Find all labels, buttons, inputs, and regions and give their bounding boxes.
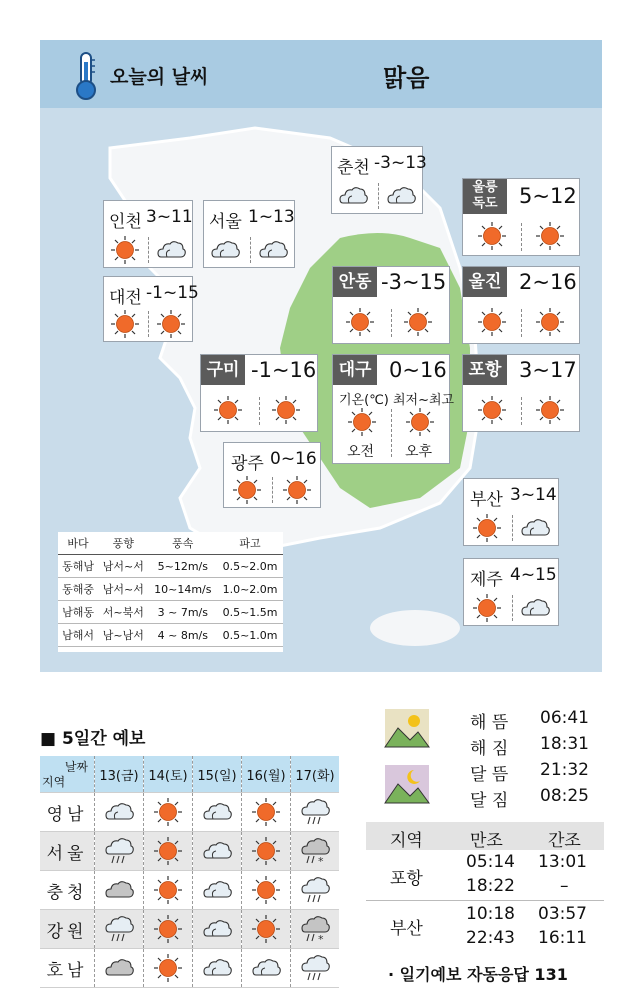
- column-header: 만조: [470, 831, 503, 851]
- city-temp: 4~15: [510, 565, 557, 585]
- cloudy-icon: [156, 235, 186, 265]
- cloudy-icon: [251, 953, 281, 983]
- rain-icon: [300, 797, 330, 827]
- sun-icon: [153, 914, 183, 944]
- cloudy-icon: [104, 797, 134, 827]
- city-name: 제주: [470, 570, 503, 590]
- cloudy-icon: [202, 953, 232, 983]
- forecast-row: [40, 832, 339, 871]
- city-temp: 0~16: [270, 449, 317, 469]
- city-temp: -3~13: [374, 153, 427, 173]
- sunrise-time: 06:41: [540, 708, 589, 728]
- city-name: 대구: [333, 355, 377, 385]
- table-cell: 남해서: [58, 624, 98, 647]
- city-name: 춘천: [337, 158, 370, 178]
- forecast-row: [40, 910, 339, 949]
- region-name: 충청: [46, 882, 88, 903]
- city-temp: -1~15: [146, 283, 199, 303]
- city-card-chuncheon: [331, 146, 427, 214]
- day-header: 17(화): [291, 756, 340, 793]
- table-cell: 10~14m/s: [149, 578, 218, 601]
- moonrise-label: 달 뜸: [470, 765, 509, 785]
- city-card-incheon: [103, 200, 193, 268]
- thermometer-icon: [70, 50, 102, 102]
- column-header: 바다: [58, 532, 98, 555]
- table-cell: 3 ~ 7m/s: [149, 601, 218, 624]
- city-card-uljin: [462, 266, 580, 344]
- pm-label: 오후: [405, 444, 433, 460]
- city-temp: -3~15: [381, 270, 447, 294]
- region-name: 호남: [46, 960, 88, 981]
- sun-icon: [535, 221, 565, 251]
- sun-icon: [156, 309, 186, 339]
- overcast-icon: [104, 875, 134, 905]
- high-tide: 10:18: [466, 904, 515, 924]
- city-card-gwangju: [223, 442, 321, 508]
- table-cell: 0.5~2.0m: [217, 555, 283, 578]
- sun-icon: [251, 836, 281, 866]
- city-name: 울릉 독도: [463, 179, 507, 214]
- day-header: 15(일): [193, 756, 242, 793]
- weather-condition: 맑음: [383, 64, 430, 92]
- sunset-time: 18:31: [540, 734, 589, 754]
- city-name: 부산: [470, 490, 503, 510]
- moonset-label: 달 짐: [470, 791, 509, 811]
- rain-icon: [300, 953, 330, 983]
- rain-snow-icon: [300, 836, 330, 866]
- city-card-daejeon: [103, 276, 199, 342]
- table-cell: 5~12m/s: [149, 555, 218, 578]
- sun-icon: [213, 395, 243, 425]
- rain-icon: [104, 914, 134, 944]
- table-cell: 1.0~2.0m: [217, 578, 283, 601]
- sun-icon: [110, 235, 140, 265]
- rain-snow-icon: [300, 914, 330, 944]
- sun-icon: [153, 836, 183, 866]
- table-cell: 0.5~1.5m: [217, 601, 283, 624]
- city-card-andong: [332, 266, 450, 344]
- sun-icon: [282, 475, 312, 505]
- overcast-icon: [104, 953, 134, 983]
- cloudy-icon: [202, 836, 232, 866]
- city-card-daegu: [332, 354, 455, 464]
- region-name: 영남: [46, 804, 88, 825]
- city-name: 인천: [109, 212, 142, 232]
- tide-region: 부산: [390, 919, 423, 939]
- am-label: 오전: [347, 444, 375, 460]
- sun-icon: [405, 407, 435, 437]
- high-tide: 05:14: [466, 852, 515, 872]
- city-card-busan: [463, 478, 559, 546]
- date-label: 날짜: [64, 760, 88, 774]
- column-header: 지역: [390, 831, 423, 851]
- forecast-header-row: [40, 756, 339, 793]
- cloudy-icon: [520, 593, 550, 623]
- table-cell: 4 ~ 8m/s: [149, 624, 218, 647]
- table-cell: 0.5~1.0m: [217, 624, 283, 647]
- city-temp: 0~16: [389, 358, 447, 382]
- map-header: [40, 40, 602, 108]
- city-temp: -1~16: [251, 358, 317, 382]
- low-tide: 03:57: [538, 904, 587, 924]
- tide-region: 포항: [390, 869, 423, 889]
- city-temp: 3~17: [519, 358, 577, 382]
- cloudy-icon: [210, 235, 240, 265]
- city-name: 구미: [201, 355, 245, 385]
- moonrise-icon: [384, 764, 430, 804]
- day-header: 14(토): [144, 756, 193, 793]
- cloudy-icon: [386, 181, 416, 211]
- sun-icon: [232, 475, 262, 505]
- city-name: 서울: [209, 212, 242, 232]
- city-temp: 5~12: [519, 184, 577, 208]
- forecast-row: [40, 871, 339, 910]
- table-header-row: [58, 532, 283, 555]
- high-tide: 22:43: [466, 928, 515, 948]
- cloudy-icon: [258, 235, 288, 265]
- region-name: 서울: [40, 832, 95, 871]
- sun-icon: [472, 593, 502, 623]
- city-card-jeju: [463, 558, 559, 626]
- city-card-pohang: [462, 354, 580, 432]
- region-label: 지역: [42, 775, 66, 789]
- sun-icon: [403, 307, 433, 337]
- city-temp: 3~11: [146, 207, 193, 227]
- high-tide: 18:22: [466, 876, 515, 896]
- map-title: 오늘의 날씨: [110, 66, 209, 88]
- sun-icon: [153, 875, 183, 905]
- moonset-time: 08:25: [540, 786, 589, 806]
- sun-icon: [477, 221, 507, 251]
- five-day-forecast-table: [40, 756, 339, 988]
- table-row: [58, 555, 283, 578]
- day-header: 13(금): [95, 756, 144, 793]
- cloudy-icon: [338, 181, 368, 211]
- column-header: 풍향: [98, 532, 148, 555]
- column-header: 풍속: [149, 532, 218, 555]
- city-card-ulleung: [462, 178, 580, 256]
- sun-icon: [153, 953, 183, 983]
- sun-icon: [472, 513, 502, 543]
- temp-legend: 기온(℃) 최저~최고: [339, 393, 455, 408]
- table-cell: 서~북서: [98, 601, 148, 624]
- table-row: [58, 578, 283, 601]
- low-tide: 16:11: [538, 928, 587, 948]
- city-card-seoul: [203, 200, 295, 268]
- cloudy-icon: [202, 875, 232, 905]
- sun-icon: [345, 307, 375, 337]
- table-cell: 동해중: [58, 578, 98, 601]
- rain-icon: [300, 875, 330, 905]
- city-temp: 3~14: [510, 485, 557, 505]
- auto-response-phone: · 일기예보 자동응답 131: [388, 965, 568, 984]
- sun-icon: [153, 797, 183, 827]
- column-header: 파고: [217, 532, 283, 555]
- sea-conditions-table: [58, 532, 283, 652]
- sun-icon: [271, 395, 301, 425]
- rain-icon: [104, 836, 134, 866]
- city-card-gumi: [200, 354, 318, 432]
- sun-icon: [251, 914, 281, 944]
- sun-icon: [110, 309, 140, 339]
- table-cell: 남해동: [58, 601, 98, 624]
- low-tide: 13:01: [538, 852, 587, 872]
- table-cell: 남서~서: [98, 555, 148, 578]
- table-row: [58, 624, 283, 647]
- sun-icon: [251, 875, 281, 905]
- cloudy-icon: [202, 914, 232, 944]
- low-tide: –: [560, 876, 569, 896]
- forecast-corner: [40, 756, 95, 793]
- sunset-label: 해 짐: [470, 739, 509, 759]
- city-name: 울진: [463, 267, 507, 297]
- sun-icon: [535, 395, 565, 425]
- city-name: 포항: [463, 355, 507, 385]
- sunrise-label: 해 뜸: [470, 713, 509, 733]
- sun-icon: [251, 797, 281, 827]
- region-name: 강원: [40, 910, 95, 949]
- sun-icon: [535, 307, 565, 337]
- cloudy-icon: [520, 513, 550, 543]
- city-temp: 2~16: [519, 270, 577, 294]
- forecast-title: ■ 5일간 예보: [40, 729, 146, 749]
- forecast-row: [40, 949, 339, 988]
- forecast-row: [40, 793, 339, 832]
- sun-icon: [477, 307, 507, 337]
- moonrise-time: 21:32: [540, 760, 589, 780]
- day-header: 16(월): [242, 756, 291, 793]
- city-temp: 1~13: [248, 207, 295, 227]
- table-cell: 남~남서: [98, 624, 148, 647]
- city-name: 대전: [109, 288, 142, 308]
- table-cell: 남서~서: [98, 578, 148, 601]
- sun-icon: [347, 407, 377, 437]
- sunrise-icon: [384, 708, 430, 748]
- column-header: 간조: [548, 831, 581, 851]
- table-cell: 동해남: [58, 555, 98, 578]
- table-row: [58, 601, 283, 624]
- tide-table: [366, 822, 604, 962]
- cloudy-icon: [202, 797, 232, 827]
- sun-icon: [477, 395, 507, 425]
- city-name: 광주: [231, 454, 264, 474]
- city-name: 안동: [333, 267, 377, 297]
